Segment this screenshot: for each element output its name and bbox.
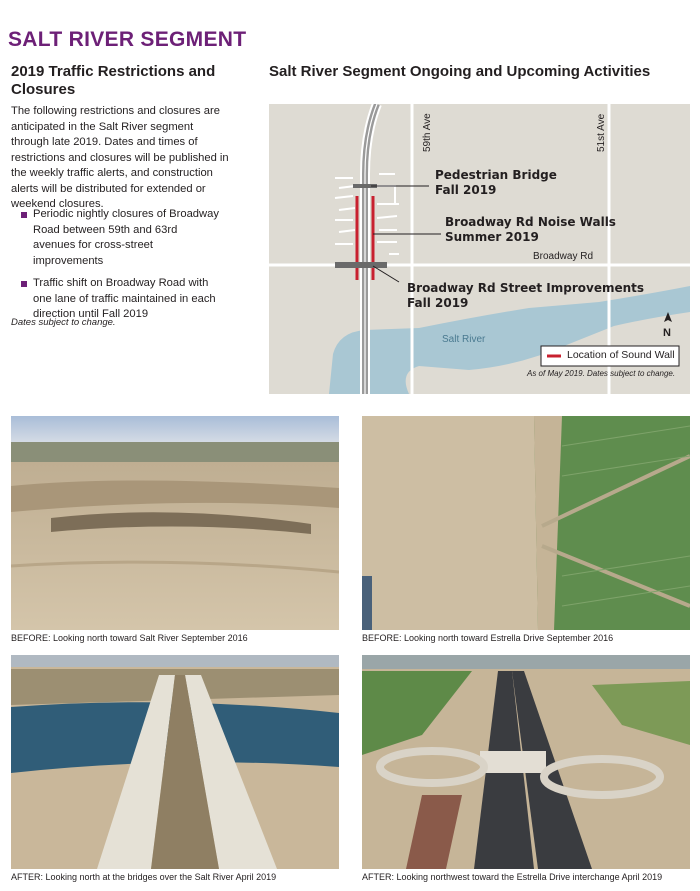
restrictions-heading: 2019 Traffic Restrictions and Closures	[11, 63, 216, 98]
page-title: SALT RIVER SEGMENT	[8, 28, 247, 51]
ave-51-label: 51st Ave	[596, 113, 607, 152]
activities-heading: Salt River Segment Ongoing and Upcoming Activities	[269, 63, 651, 80]
broadway-rd-label: Broadway Rd	[533, 251, 594, 262]
list-item: Periodic nightly closures of Broadway Road between 59th and 63rd avenues for cross-street improvements	[11, 207, 221, 269]
photo-caption: AFTER: Looking north at the bridges over the Salt River April 2019	[11, 872, 277, 882]
photo-after-estrella	[362, 655, 690, 869]
salt-river-label: Salt River	[442, 334, 486, 345]
callout-pedestrian-bridge: Pedestrian Bridge Fall 2019	[435, 168, 557, 197]
list-item: Traffic shift on Broadway Road with one lane of traffic maintained in each direction until Fall 2019	[11, 276, 221, 323]
bullet-square-icon	[21, 212, 27, 218]
north-label: N	[663, 327, 671, 339]
callout-noise-walls: Broadway Rd Noise Walls Summer 2019	[445, 215, 616, 244]
photo-caption: AFTER: Looking northwest toward the Estrella Drive interchange April 2019	[362, 872, 663, 882]
photo-caption: BEFORE: Looking north toward Estrella Drive September 2016	[362, 633, 614, 643]
activities-map	[269, 104, 690, 394]
photo-after-bridges	[11, 655, 339, 869]
restrictions-list	[11, 207, 221, 330]
photo-caption: BEFORE: Looking north toward Salt River September 2016	[11, 633, 248, 643]
legend-label: Location of Sound Wall	[567, 349, 675, 361]
restrictions-intro: The following restrictions and closures are anticipated in the Salt River segment through late 2019. Dates and times of restrictions and closures will be published in the weekly traffic alerts, and construction alerts will be distributed for extended or weekend closures.	[11, 105, 229, 210]
photo-before-estrella	[362, 416, 690, 630]
bullet-square-icon	[21, 281, 27, 287]
callout-street-improvements: Broadway Rd Street Improvements Fall 2019	[407, 281, 645, 310]
broadway-bridge-mark	[335, 262, 387, 268]
restrictions-note: Dates subject to change.	[11, 317, 116, 328]
map-note: As of May 2019. Dates subject to change.	[527, 369, 676, 378]
ave-59-label: 59th Ave	[422, 113, 433, 152]
photo-before-salt-river	[11, 416, 339, 630]
